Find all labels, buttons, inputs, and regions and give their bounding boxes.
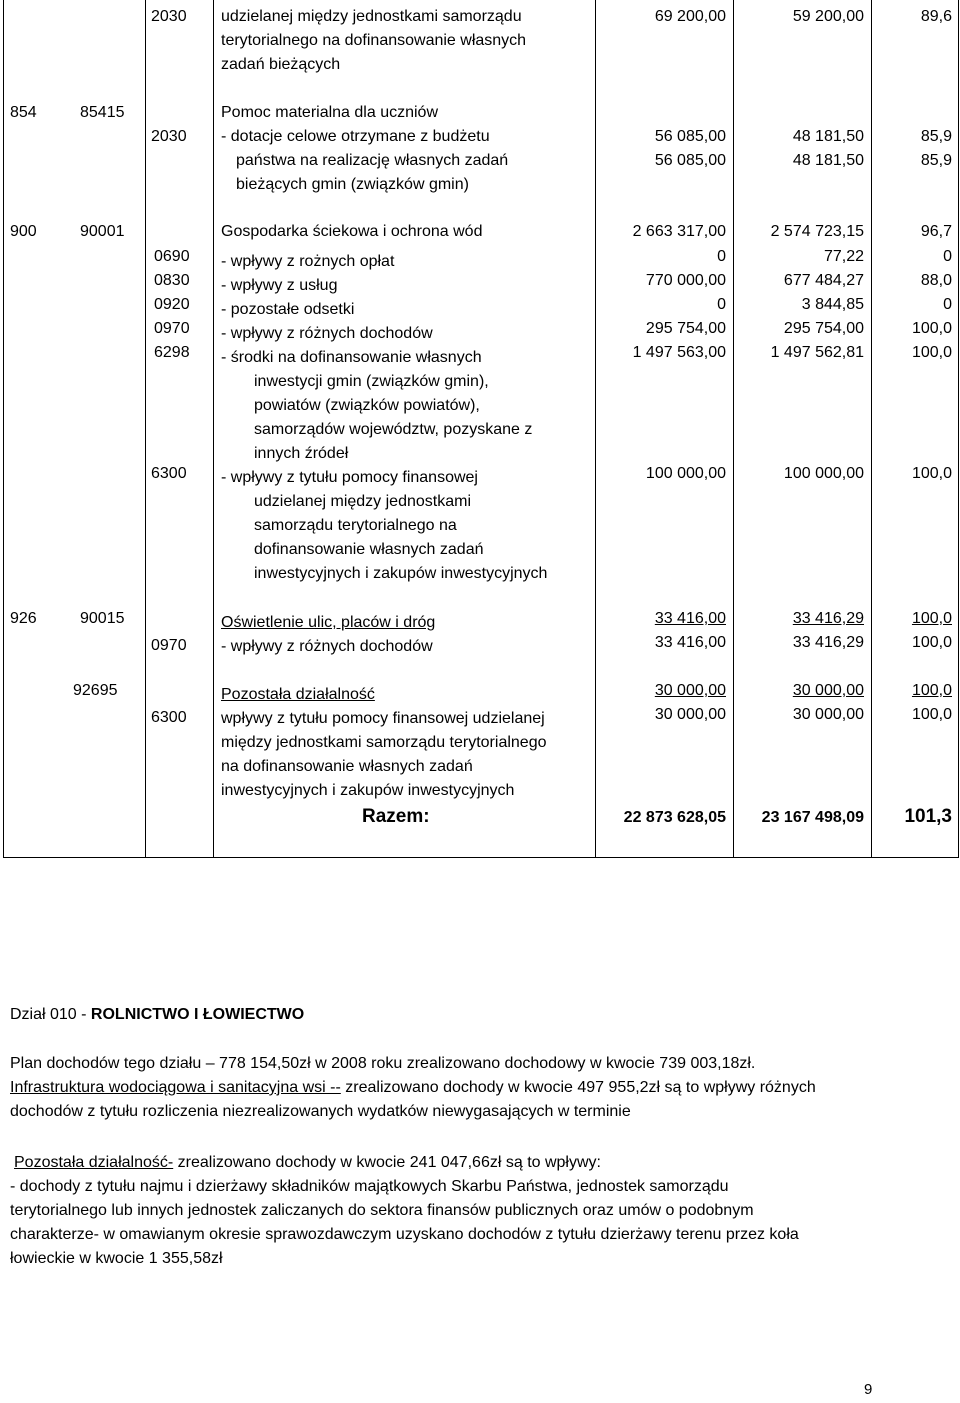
row-description: - środki na dofinansowanie własnych xyxy=(221,349,482,366)
row-description: inwestycyjnych i zakupów inwestycyjnych xyxy=(221,782,515,799)
execution-value: 30 000,00 xyxy=(792,682,864,699)
dzial-code: 854 xyxy=(10,104,37,121)
other-activity-line: charakterze- w omawianym okresie sprawozdawczym uzyskano dochodów z tytułu dzierżawy terenu przez koła xyxy=(10,1226,799,1243)
execution-value: 33 416,29 xyxy=(792,634,864,651)
paragraf-code: 2030 xyxy=(151,8,187,25)
plan-value: 0 xyxy=(717,248,726,265)
total-execution: 23 167 498,09 xyxy=(761,809,864,826)
paragraf-code: 6300 xyxy=(151,709,187,726)
execution-value: 33 416,29 xyxy=(792,610,864,627)
paragraf-code: 0920 xyxy=(154,296,190,313)
percent-value: 85,9 xyxy=(920,128,952,145)
execution-value: 48 181,50 xyxy=(792,128,864,145)
row-description: terytorialnego na dofinansowanie własnych xyxy=(221,32,527,49)
percent-value: 96,7 xyxy=(920,223,952,240)
row-description: inwestycji gmin (związków gmin), xyxy=(254,373,489,390)
row-description: - wpływy z różnych dochodów xyxy=(221,325,433,342)
row-description: inwestycyjnych i zakupów inwestycyjnych xyxy=(254,565,548,582)
row-heading: Pomoc materialna dla uczniów xyxy=(221,104,438,121)
rozdzial-code: 85415 xyxy=(80,104,125,121)
table-border-right xyxy=(958,0,959,858)
row-description: samorządu terytorialnego na xyxy=(254,517,457,534)
percent-value: 0 xyxy=(943,296,952,313)
rozdzial-code: 90001 xyxy=(80,223,125,240)
row-heading: Pozostała działalność xyxy=(221,686,375,703)
percent-value: 100,0 xyxy=(911,320,952,337)
percent-value: 85,9 xyxy=(920,152,952,169)
execution-value: 2 574 723,15 xyxy=(770,223,864,240)
percent-value: 100,0 xyxy=(911,634,952,651)
total-plan: 22 873 628,05 xyxy=(623,809,726,826)
row-heading: Oświetlenie ulic, placów i dróg xyxy=(221,614,436,631)
plan-value: 0 xyxy=(717,296,726,313)
row-description: wpływy z tytułu pomocy finansowej udzielanej xyxy=(221,710,545,727)
row-description: - dotacje celowe otrzymane z budżetu xyxy=(221,128,490,145)
other-activity-line: - dochody z tytułu najmu i dzierżawy składników majątkowych Skarbu Państwa, jednostek samorządu xyxy=(10,1178,729,1195)
plan-value: 56 085,00 xyxy=(654,128,726,145)
section-heading xyxy=(10,1003,910,1027)
row-description: - wpływy z usług xyxy=(221,277,338,294)
dzial-code: 900 xyxy=(10,223,37,240)
table-col-divider xyxy=(145,0,146,858)
rozdzial-code: 92695 xyxy=(73,682,118,699)
table-col-divider xyxy=(871,0,872,858)
total-percent: 101,3 xyxy=(904,806,952,827)
execution-value: 1 497 562,81 xyxy=(770,344,864,361)
row-description: zadań bieżących xyxy=(221,56,341,73)
other-activity-line: łowieckie w kwocie 1 355,58zł xyxy=(10,1250,223,1267)
plan-value: 100 000,00 xyxy=(645,465,726,482)
execution-value: 3 844,85 xyxy=(801,296,864,313)
execution-value: 77,22 xyxy=(823,248,864,265)
infrastructure-text: zrealizowano dochody w kwocie 497 955,2zł są to wpływy różnych xyxy=(340,1079,816,1096)
row-description: udzielanej między jednostkami samorządu xyxy=(221,8,522,25)
table-col-divider xyxy=(595,0,596,858)
table-border-left xyxy=(3,0,4,858)
plan-value: 770 000,00 xyxy=(645,272,726,289)
execution-value: 100 000,00 xyxy=(783,465,864,482)
plan-value: 69 200,00 xyxy=(654,8,726,25)
table-col-divider xyxy=(213,0,214,858)
row-heading: Gospodarka ściekowa i ochrona wód xyxy=(221,223,483,240)
execution-value: 48 181,50 xyxy=(792,152,864,169)
plan-paragraph: Plan dochodów tego działu – 778 154,50zł w 2008 roku zrealizowano dochodowy w kwocie 739 003,18zł. xyxy=(10,1055,756,1072)
paragraf-code: 2030 xyxy=(151,128,187,145)
section-heading-title: ROLNICTWO I ŁOWIECTWO xyxy=(90,1006,305,1023)
execution-value: 59 200,00 xyxy=(792,8,864,25)
percent-value: 100,0 xyxy=(911,706,952,723)
row-description: na dofinansowanie własnych zadań xyxy=(221,758,473,775)
row-description: - wpływy z rożnych opłat xyxy=(221,253,395,270)
execution-value: 295 754,00 xyxy=(783,320,864,337)
infrastructure-paragraph-cont: dochodów z tytułu rozliczenia niezrealizowanych wydatków niewygasających w terminie xyxy=(10,1103,631,1120)
plan-value: 33 416,00 xyxy=(654,610,726,627)
plan-value: 30 000,00 xyxy=(654,682,726,699)
percent-value: 0 xyxy=(943,248,952,265)
row-description: dofinansowanie własnych zadań xyxy=(254,541,484,558)
section-heading-prefix: Dział 010 - xyxy=(10,1006,91,1023)
percent-value: 88,0 xyxy=(920,272,952,289)
other-activity-line: terytorialnego lub innych jednostek zaliczanych do sektora finansów publicznych oraz umów o podobnym xyxy=(10,1202,754,1219)
plan-value: 56 085,00 xyxy=(654,152,726,169)
paragraf-code: 6300 xyxy=(151,465,187,482)
execution-value: 677 484,27 xyxy=(783,272,864,289)
row-description: - wpływy z różnych dochodów xyxy=(221,638,433,655)
percent-value: 100,0 xyxy=(911,682,952,699)
row-description: innych źródeł xyxy=(254,445,349,462)
page-number: 9 xyxy=(864,1381,873,1398)
row-description: między jednostkami samorządu terytorialnego xyxy=(221,734,547,751)
other-activity-label: Pozostała działalność- xyxy=(14,1154,174,1171)
percent-value: 100,0 xyxy=(911,465,952,482)
plan-value: 295 754,00 xyxy=(645,320,726,337)
row-description: - wpływy z tytułu pomocy finansowej xyxy=(221,469,478,486)
percent-value: 100,0 xyxy=(911,344,952,361)
execution-value: 30 000,00 xyxy=(792,706,864,723)
percent-value: 100,0 xyxy=(911,610,952,627)
dzial-code: 926 xyxy=(10,610,37,627)
paragraf-code: 0970 xyxy=(151,637,187,654)
other-activity-text: zrealizowano dochody w kwocie 241 047,66zł są to wpływy: xyxy=(173,1154,601,1171)
plan-value: 33 416,00 xyxy=(654,634,726,651)
row-description: państwa na realizację własnych zadań xyxy=(236,152,509,169)
table-border-bottom xyxy=(3,857,959,858)
row-description: - pozostałe odsetki xyxy=(221,301,355,318)
other-activity-paragraph xyxy=(14,1151,914,1175)
row-description: powiatów (związków powiatów), xyxy=(254,397,480,414)
paragraf-code: 6298 xyxy=(154,344,190,361)
total-label: Razem: xyxy=(362,806,430,827)
plan-value: 2 663 317,00 xyxy=(632,223,726,240)
percent-value: 89,6 xyxy=(920,8,952,25)
row-description: bieżących gmin (związków gmin) xyxy=(236,176,469,193)
paragraf-code: 0690 xyxy=(154,248,190,265)
plan-value: 1 497 563,00 xyxy=(632,344,726,361)
row-description: samorządów województw, pozyskane z xyxy=(254,421,533,438)
table-col-divider xyxy=(733,0,734,858)
paragraf-code: 0830 xyxy=(154,272,190,289)
infrastructure-label: Infrastruktura wodociągowa i sanitacyjna wsi -- xyxy=(10,1079,341,1096)
row-description: udzielanej między jednostkami xyxy=(254,493,471,510)
plan-value: 30 000,00 xyxy=(654,706,726,723)
paragraf-code: 0970 xyxy=(154,320,190,337)
rozdzial-code: 90015 xyxy=(80,610,125,627)
infrastructure-paragraph xyxy=(10,1076,910,1100)
